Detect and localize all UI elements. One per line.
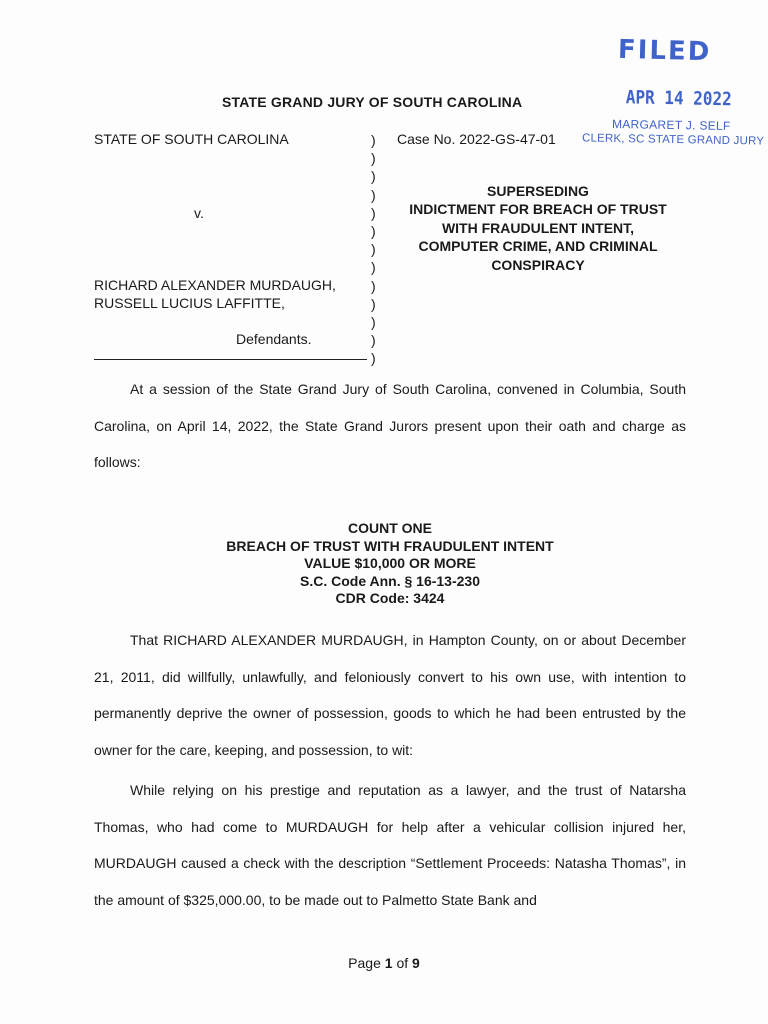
of-word: of bbox=[396, 955, 409, 971]
caption-paren: ) bbox=[371, 186, 376, 203]
caption-parentheses bbox=[371, 131, 376, 367]
caption-paren: ) bbox=[371, 295, 376, 312]
indictment-title-line: WITH FRAUDULENT INTENT, bbox=[441, 219, 635, 236]
caption-paren: ) bbox=[371, 350, 376, 367]
caption-paren: ) bbox=[371, 277, 376, 294]
count-heading-line: COUNT ONE bbox=[348, 520, 432, 536]
caption-paren: ) bbox=[371, 204, 376, 221]
indictment-title-line: COMPUTER CRIME, AND CRIMINAL bbox=[418, 238, 658, 255]
defendants-label: Defendants. bbox=[236, 331, 312, 347]
caption-paren: ) bbox=[371, 150, 376, 167]
indictment-title-line: INDICTMENT FOR BREACH OF TRUST bbox=[409, 201, 667, 218]
page-current: 1 bbox=[384, 955, 393, 971]
caption-paren: ) bbox=[371, 222, 376, 239]
caption-divider bbox=[94, 359, 367, 360]
indictment-title-line: CONSPIRACY bbox=[491, 256, 585, 273]
case-number: Case No. 2022-GS-47-01 bbox=[397, 131, 556, 147]
caption-paren: ) bbox=[371, 259, 376, 276]
page-word: Page bbox=[348, 955, 381, 971]
caption-paren: ) bbox=[371, 332, 376, 349]
count-heading-line: S.C. Code Ann. § 16-13-230 bbox=[300, 572, 480, 589]
caption-paren: ) bbox=[371, 132, 376, 148]
versus-label: v. bbox=[194, 205, 204, 221]
intro-paragraph: At a session of the State Grand Jury of South Carolina, convened in Columbia, South Carolina, on April 14, 2022, the State Grand Jurors present upon their oath and charge as follows: bbox=[94, 381, 686, 470]
grand-jury-title: STATE GRAND JURY OF SOUTH CAROLINA bbox=[222, 94, 523, 110]
plaintiff-name: STATE OF SOUTH CAROLINA bbox=[94, 131, 289, 147]
defendant-1-name: RICHARD ALEXANDER MURDAUGH, bbox=[94, 277, 336, 293]
count-one-facts-paragraph: While relying on his prestige and reputation as a lawyer, and the trust of Natarsha Thomas, who had come to MURDAUGH for help after a vehicular collision injured her, MURDAUGH caused a check with the description “Settlement Proceeds: Natasha Thomas”, in the amount of $325,000.00, to be made out to Palmetto State Bank and bbox=[94, 782, 686, 908]
caption-paren: ) bbox=[371, 313, 376, 330]
page-total: 9 bbox=[412, 955, 420, 971]
count-heading-line: VALUE $10,000 OR MORE bbox=[304, 555, 476, 571]
clerk-title-stamp: CLERK, SC STATE GRAND JURY bbox=[581, 132, 765, 148]
count-heading-line: BREACH OF TRUST WITH FRAUDULENT INTENT bbox=[226, 537, 554, 554]
filed-date-stamp: APR 14 2022 bbox=[625, 86, 732, 110]
clerk-name-stamp: MARGARET J. SELF bbox=[611, 116, 731, 134]
caption-paren: ) bbox=[371, 241, 376, 258]
caption-paren: ) bbox=[371, 168, 376, 185]
page-number bbox=[0, 955, 768, 971]
count-one-heading bbox=[94, 520, 686, 608]
count-one-paragraph: That RICHARD ALEXANDER MURDAUGH, in Hampton County, on or about December 21, 2011, did willfully, unlawfully, and feloniously convert to his own use, with intention to permanently deprive the owner of possession, goods to which he had been entrusted by the owner for the care, keeping, and possession, to wit: bbox=[94, 632, 686, 758]
indictment-title bbox=[388, 182, 688, 274]
filed-stamp: FILED bbox=[617, 34, 712, 68]
count-heading-line: CDR Code: 3424 bbox=[335, 590, 445, 606]
indictment-title-line: SUPERSEDING bbox=[487, 183, 589, 199]
defendant-2-name: RUSSELL LUCIUS LAFFITTE, bbox=[94, 295, 285, 311]
